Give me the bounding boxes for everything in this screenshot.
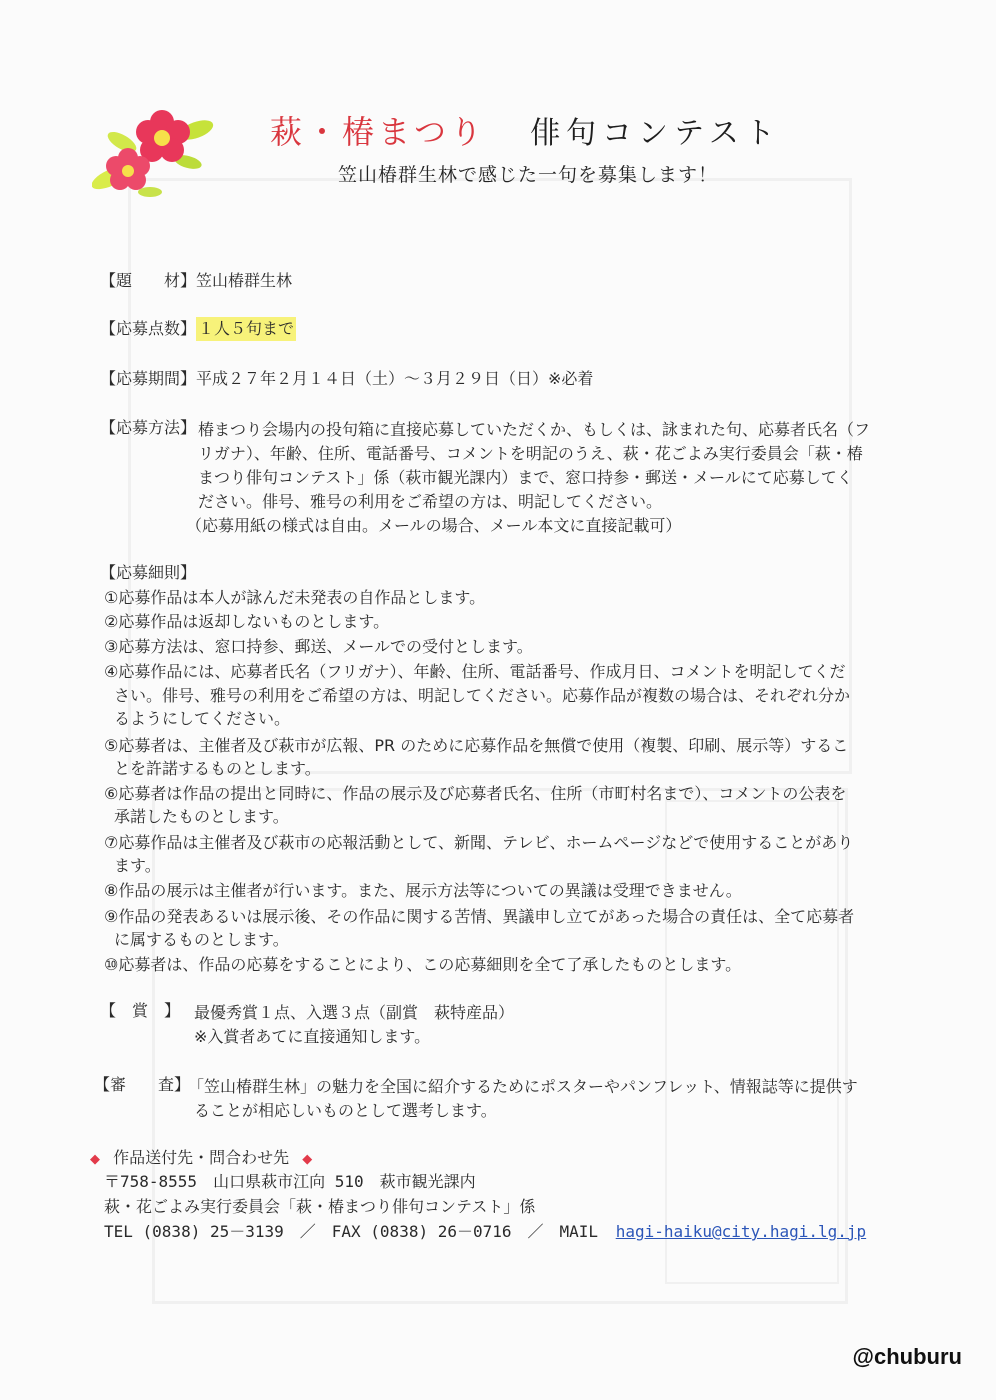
rule-line: ⑧作品の展示は主催者が行います。また、展示方法等についての異議は受理できません。 [104, 881, 742, 900]
method-line: 椿まつり会場内の投句箱に直接応募していただくか、もしくは、詠まれた句、応募者氏名（フ [198, 420, 871, 439]
rule-line: ②応募作品は返却しないものとします。 [104, 612, 390, 631]
rule-line: ①応募作品は本人が詠んだ未発表の自作品とします。 [104, 588, 486, 607]
contact-tel-fax: TEL (0838) 25－3139 ／ FAX (0838) 26－0716 ／ MAIL [104, 1222, 599, 1241]
rule-line: るようにしてください。 [114, 709, 291, 728]
prize-label: 【 賞 】 [100, 1001, 181, 1020]
contact-address: 〒758-8555 山口県萩市江向 510 萩市観光課内 [104, 1172, 476, 1191]
contact-heading: 作品送付先・問合わせ先 [113, 1148, 290, 1167]
title-contest: 俳句コンテスト [530, 116, 781, 151]
count-row [100, 317, 296, 341]
prize-note: ※入賞者あてに直接通知します。 [194, 1027, 431, 1046]
rule-line: さい。俳号、雅号の利用をご希望の方は、明記してください。応募作品が複数の場合は、それぞれ分か [114, 686, 851, 705]
show-through-frame [665, 800, 839, 1284]
watermark: @chuburu [852, 1344, 962, 1369]
method-label: 【応募方法】 [100, 418, 197, 437]
title-festival: 萩・椿まつり [270, 113, 487, 151]
count-label: 【応募点数】 [100, 319, 197, 338]
rule-line: とを許諾するものとします。 [114, 759, 321, 778]
method-line: リガナ）、年齢、住所、電話番号、コメントを明記のうえ、萩・花ごよみ実行委員会「萩・椿 [198, 444, 863, 463]
review-line: ることが相応しいものとして選考します。 [194, 1101, 497, 1120]
diamond-icon: ◆ [302, 1152, 313, 1167]
rule-line: ます。 [114, 856, 161, 875]
diamond-icon: ◆ [90, 1152, 100, 1167]
rule-line: ⑦応募作品は主催者及び萩市の応報活動として、新聞、テレビ、ホームページなどで使用することがあり [104, 833, 854, 852]
subtitle: 笠山椿群生林で感じた一句を募集します！ [338, 164, 719, 186]
subject-value: 笠山椿群生林 [196, 271, 293, 290]
rule-line: 承諾したものとします。 [114, 807, 289, 826]
rule-line: ⑨作品の発表あるいは展示後、その作品に関する苦情、異議申し立てがあった場合の責任は、全て応募者 [104, 907, 855, 926]
period-label: 【応募期間】 [100, 369, 197, 388]
rule-line: ⑥応募者は作品の提出と同時に、作品の展示及び応募者氏名、住所（市町村名まで）、コメントの公表を [104, 784, 847, 803]
method-line: ださい。俳号、雅号の利用をご希望の方は、明記してください。 [198, 492, 663, 511]
contact-org: 萩・花ごよみ実行委員会「萩・椿まつり俳句コンテスト」係 [104, 1197, 536, 1216]
rule-line: ③応募方法は、窓口持参、郵送、メールでの受付とします。 [104, 637, 533, 656]
period-value: 平成２７年２月１４日（土）～３月２９日（日）※必着 [196, 369, 594, 388]
review-label: 【審 査】 [94, 1075, 191, 1094]
rules-heading: 【応募細則】 [100, 563, 197, 582]
rule-line: に属するものとします。 [114, 930, 289, 949]
review-line: 「笠山椿群生林」の魅力を全国に紹介するためにポスターやパンフレット、情報誌等に提供す [188, 1077, 858, 1096]
period-row [100, 367, 593, 391]
email-link[interactable]: hagi-haiku@city.hagi.lg.jp [615, 1222, 867, 1241]
contact-heading-row [90, 1146, 312, 1172]
rule-line: ④応募作品には、応募者氏名（フリガナ）、年齢、住所、電話番号、作成月日、コメントを明記してくだ [104, 662, 846, 681]
camellia-icon [92, 100, 216, 198]
page-title [270, 106, 781, 154]
subject-row [100, 269, 292, 293]
rule-line: ⑤応募者は、主催者及び萩市が広報、PR のために応募作品を無償で使用（複製、印刷、展示等）するこ [104, 736, 849, 755]
rule-line: ⑩応募者は、作品の応募をすることにより、この応募細則を全て了承したものとします。 [104, 955, 742, 974]
method-note: （応募用紙の様式は自由。メールの場合、メール本文に直接記載可） [186, 516, 682, 535]
method-line: まつり俳句コンテスト」係（萩市観光課内）まで、窓口持参・郵送・メールにて応募してく [198, 468, 853, 487]
count-value: １人５句まで [196, 317, 296, 341]
prize-line: 最優秀賞１点、入選３点（副賞 萩特産品） [194, 1003, 515, 1022]
contact-phone-fax [104, 1220, 866, 1244]
subject-label: 【題 材】 [100, 271, 197, 290]
